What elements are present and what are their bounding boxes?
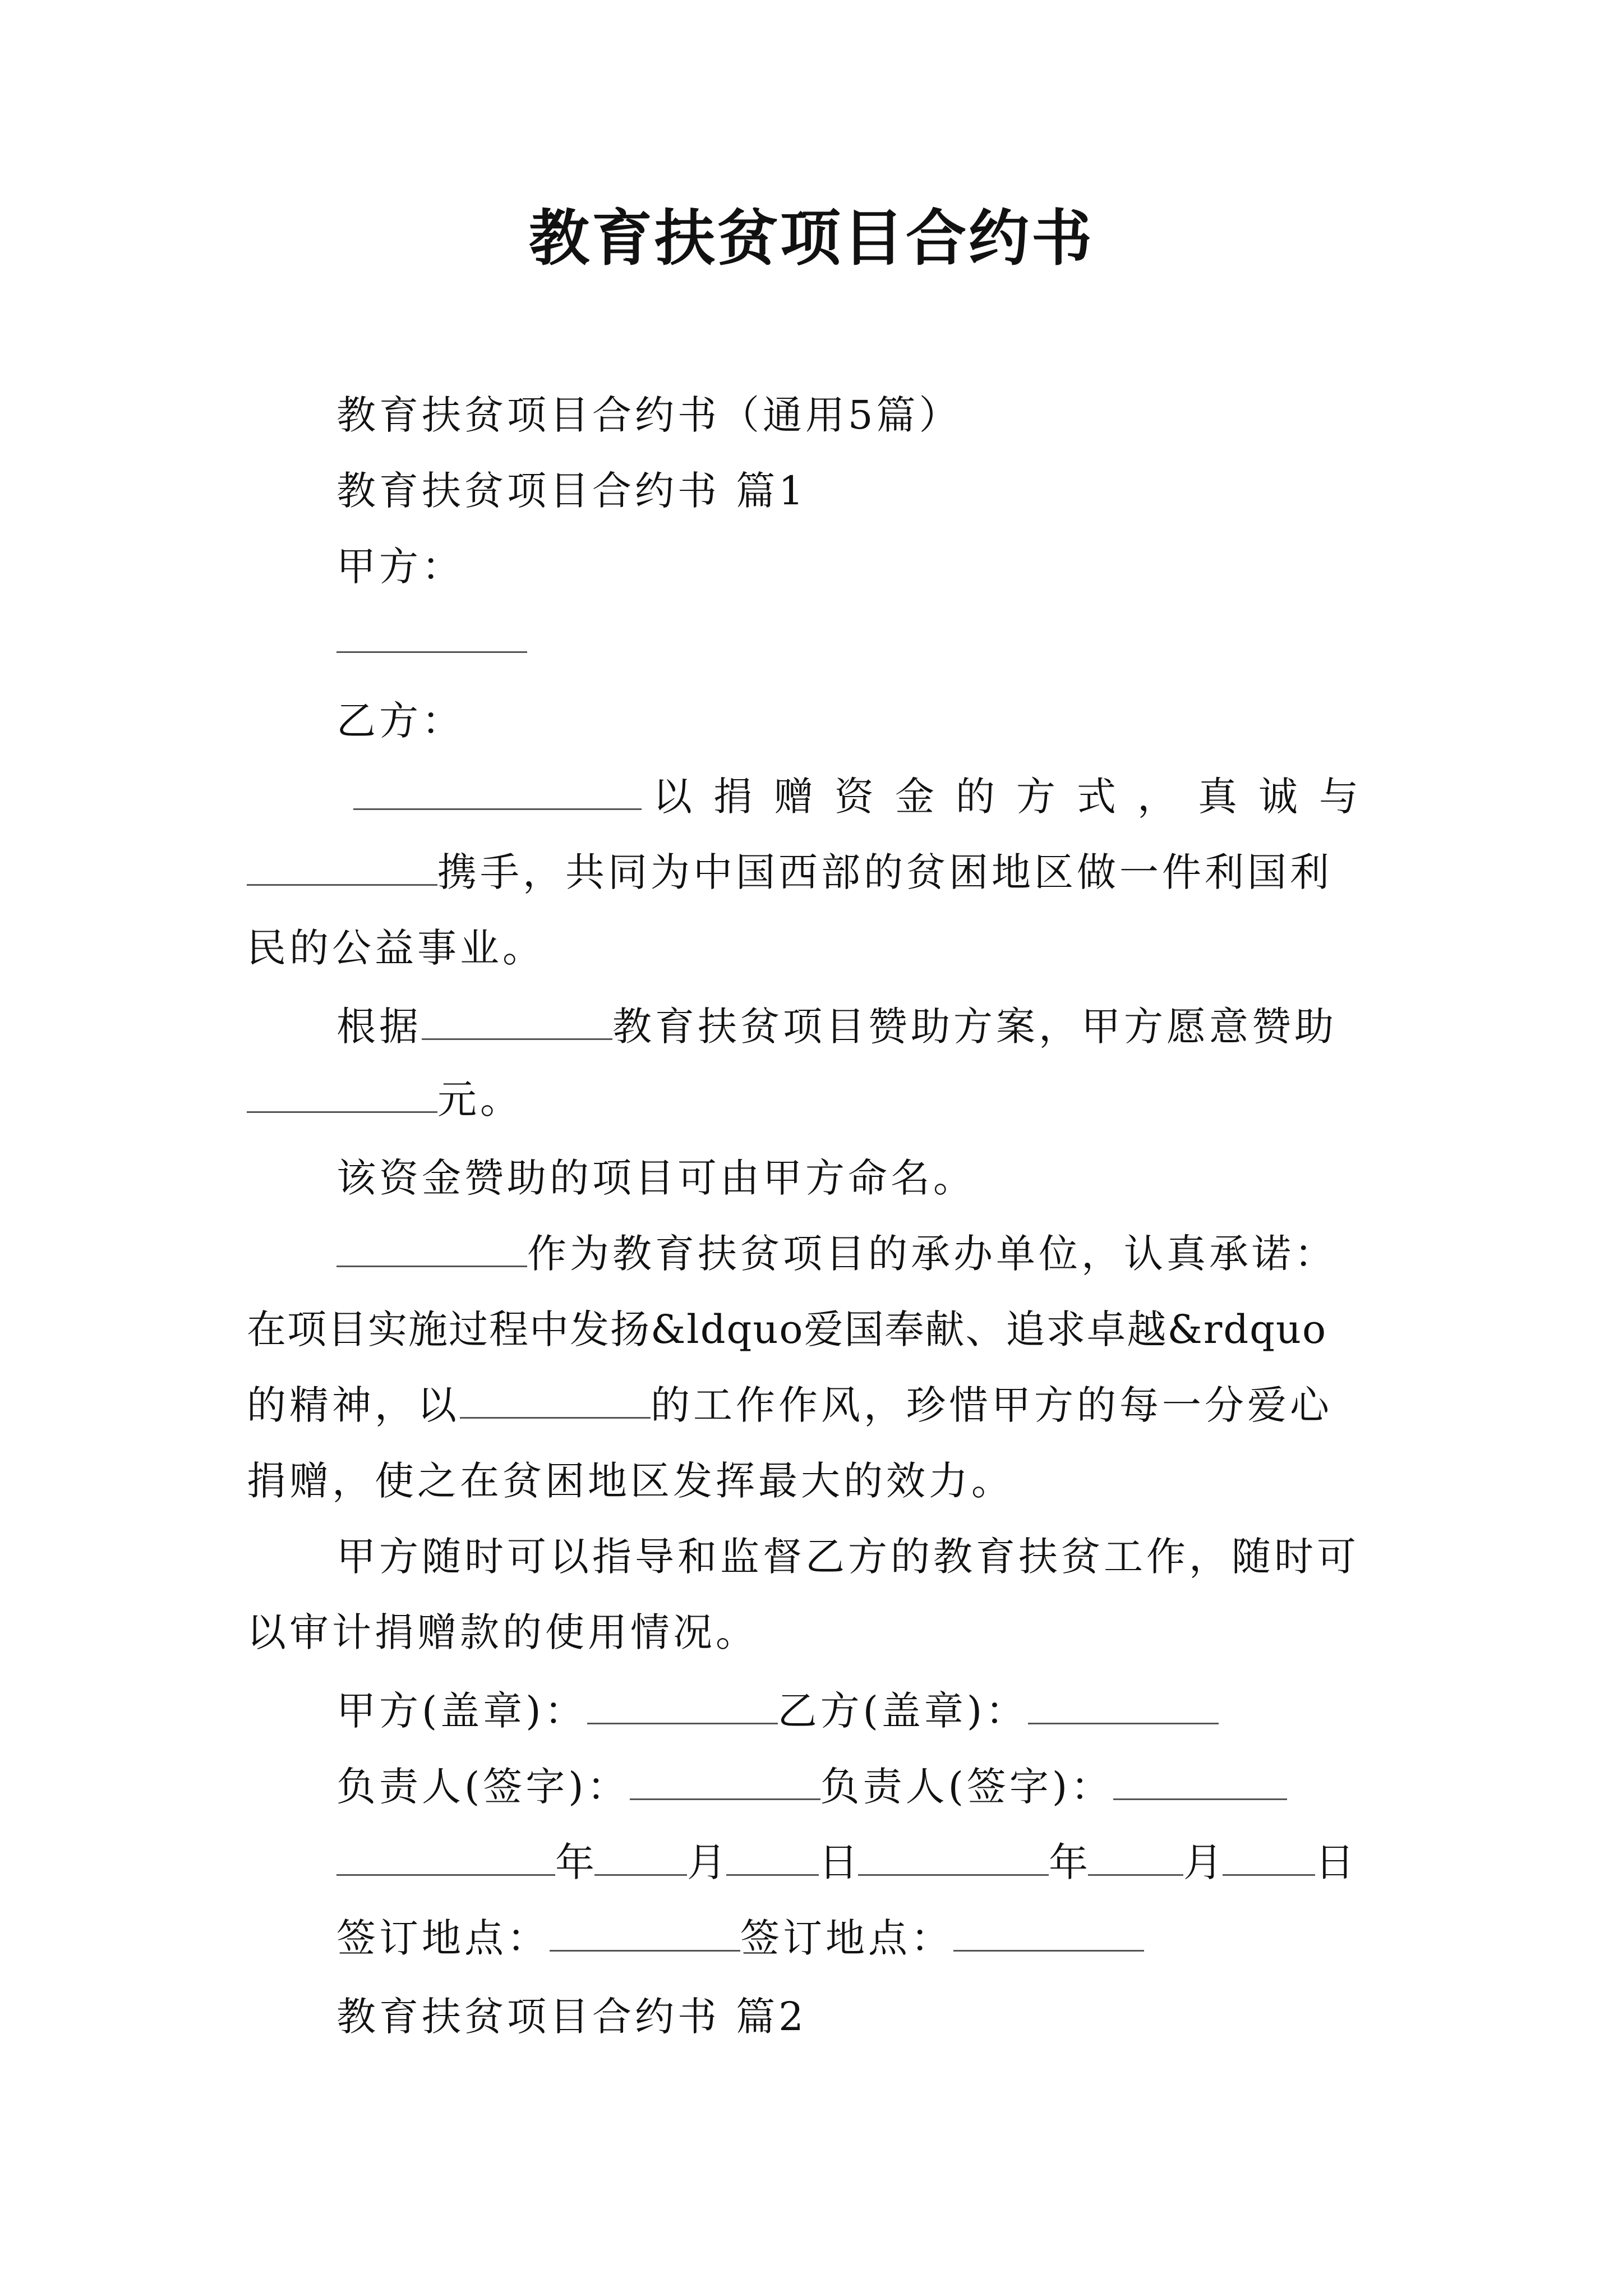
paragraph-4-line-3 [247, 1377, 1332, 1433]
party-a-year-label: 年 [555, 1839, 594, 1885]
document-title: 教育扶贫项目合约书 [528, 203, 1094, 274]
party-a-year-blank [336, 1841, 555, 1876]
party-b-month-label: 月 [1183, 1839, 1223, 1885]
party-b-place-label: 签订地点： [740, 1915, 953, 1961]
party-b-person-label: 负责人(签字)： [820, 1764, 1114, 1810]
party-a-label: 甲方： [336, 544, 464, 590]
document-subtitle: 教育扶贫项目合约书（通用5篇） [336, 392, 962, 438]
party-a-place-blank [550, 1916, 740, 1952]
section2-heading: 教育扶贫项目合约书 篇2 [336, 1994, 807, 2040]
paragraph-4-line-2: 在项目实施过程中发扬&ldquo爱国奉献、追求卓越&rdquo [247, 1306, 1327, 1352]
p4-text-1: 作为教育扶贫项目的承办单位，认真承诺： [527, 1231, 1337, 1277]
amount-blank [247, 1078, 437, 1113]
party-b-year-blank [858, 1841, 1049, 1876]
seal-line [336, 1683, 1219, 1739]
place-line [336, 1910, 1144, 1966]
paragraph-1-line-2 [247, 844, 1332, 900]
paragraph-2-line-1 [336, 999, 1337, 1055]
program-blank [422, 1005, 612, 1040]
party-b-day-blank [1223, 1841, 1315, 1876]
partner-blank [247, 850, 437, 886]
p4-text-3a: 的精神，以 [247, 1382, 460, 1428]
p1-text-2: 携手，共同为中国西部的贫困地区做一件利国利 [437, 849, 1332, 895]
party-a-day-label: 日 [819, 1839, 858, 1885]
party-b-seal-label: 乙方(盖章)： [777, 1688, 1029, 1734]
party-a-blank-line [336, 611, 527, 668]
p2-text-2: 教育扶贫项目赞助方案，甲方愿意赞助 [612, 1004, 1337, 1050]
party-b-label: 乙方： [336, 698, 464, 744]
organizer-blank [336, 1232, 527, 1267]
party-b-year-label: 年 [1049, 1839, 1088, 1885]
p2-text-3: 元。 [437, 1076, 523, 1122]
paragraph-2-line-2 [247, 1071, 523, 1128]
p4-text-3b: 的工作作风，珍惜甲方的每一分爱心 [651, 1382, 1332, 1428]
section1-heading: 教育扶贫项目合约书 篇1 [336, 468, 807, 514]
paragraph-3: 该资金赞助的项目可由甲方命名。 [336, 1155, 976, 1201]
donor-blank [353, 775, 642, 810]
paragraph-5-line-2: 以审计捐赠款的使用情况。 [247, 1609, 758, 1655]
p1-text-1: 以捐赠资金的方式，真诚与 [653, 774, 1380, 820]
party-a-seal-blank [587, 1689, 778, 1724]
signature-line [336, 1759, 1287, 1815]
party-b-day-label: 日 [1315, 1839, 1354, 1885]
party-b-month-blank [1088, 1841, 1183, 1876]
paragraph-5-line-1: 甲方随时可以指导和监督乙方的教育扶贫工作，随时可 [336, 1534, 1359, 1580]
party-a-seal-label: 甲方(盖章)： [336, 1688, 587, 1734]
party-b-person-blank [1113, 1765, 1287, 1800]
party-a-person-label: 负责人(签字)： [336, 1764, 630, 1810]
paragraph-1-line-1 [353, 769, 1380, 825]
p2-text-1: 根据 [336, 1004, 422, 1050]
party-a-place-label: 签订地点： [336, 1915, 550, 1961]
paragraph-4-line-1 [336, 1226, 1337, 1282]
party-a-month-blank [594, 1841, 687, 1876]
party-a-day-blank [726, 1841, 819, 1876]
style-blank [460, 1383, 651, 1419]
date-line [336, 1834, 1354, 1890]
party-b-seal-blank [1028, 1689, 1219, 1724]
party-b-place-blank [953, 1916, 1144, 1952]
paragraph-4-line-4: 捐赠，使之在贫困地区发挥最大的效力。 [247, 1458, 1014, 1504]
party-a-blank [336, 618, 527, 653]
party-a-person-blank [630, 1765, 820, 1800]
paragraph-1-line-3: 民的公益事业。 [247, 925, 545, 971]
party-a-month-label: 月 [687, 1839, 726, 1885]
